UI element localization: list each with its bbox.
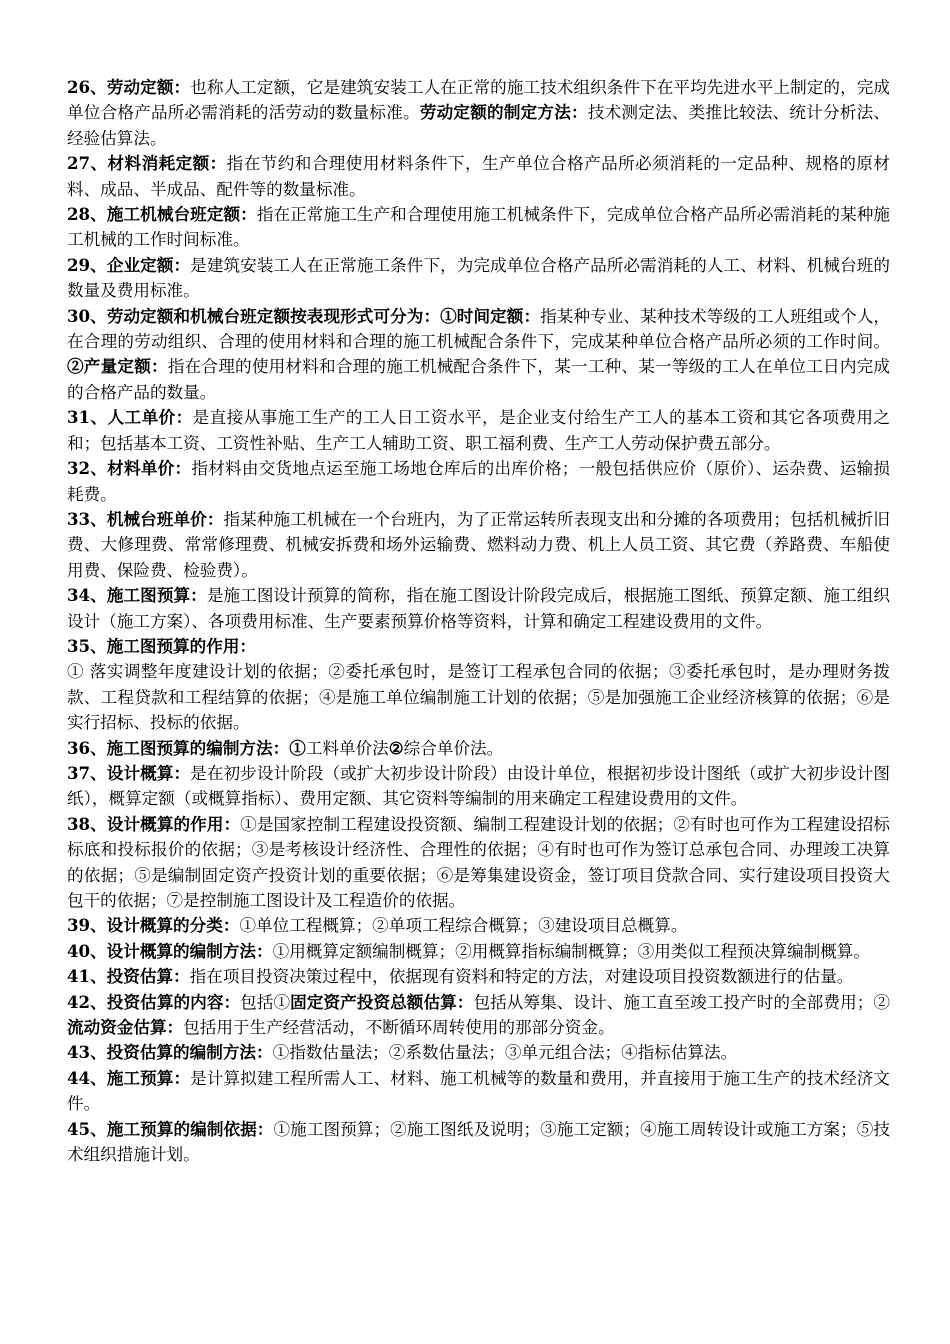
paragraph [67, 583, 890, 634]
body-text: 指在正常施工生产和合理使用施工机械条件下，完成单位合格产品所必需消耗的某种施工机械的工作时间标准。 [67, 205, 890, 250]
bold-term: 27、材料消耗定额： [67, 153, 227, 174]
paragraph [67, 75, 890, 151]
bold-term: 45、施工预算的编制依据： [67, 1118, 274, 1139]
paragraph [67, 507, 890, 583]
bold-term: 38、设计概算的作用： [67, 813, 241, 834]
bold-term: 31、人工单价： [67, 407, 193, 428]
body-text: ①是国家控制工程建设投资额、编制工程建设计划的依据；②有时也可作为工程建设招标标底和投标报价的依据；③是考核设计经济性、合理性的依据；④有时也可作为签订总承包合同、办理竣工决算的依据；⑤是编制固定资产投资计划的重要依据；⑥是筹集建设资金，签订项目贷款合同、实行建设项目投资大包干的依据；⑦是控制施工图设计及工程造价的依据。 [67, 814, 891, 910]
bold-term: ② [388, 737, 404, 758]
bold-term: 44、施工预算： [67, 1067, 191, 1088]
paragraph [67, 405, 890, 456]
bold-term: 劳动定额的制定方法： [419, 102, 588, 123]
bold-term: 33、机械台班单价： [67, 508, 224, 529]
body-text: ① 落实调整年度建设计划的依据；②委托承包时，是签订工程承包合同的依据；③委托承包时，是办理财务拨款、工程贷款和工程结算的依据；④是施工单位编制施工计划的依据；⑤是加强施工企业经济核算的依据；⑥是实行招标、投标的依据。 [67, 662, 890, 733]
body-text: ①施工图预算；②施工图纸及说明；③施工定额；④施工周转设计或施工方案；⑤技术组织措施计划。 [67, 1119, 891, 1165]
bold-term: 29、企业定额： [67, 254, 191, 275]
body-text: 指在节约和合理使用材料条件下，生产单位合格产品所必须消耗的一定品种、规格的原材料、成品、半成品、配件等的数量标准。 [67, 154, 890, 199]
paragraph [67, 939, 890, 964]
paragraph [67, 812, 890, 914]
paragraph [67, 634, 890, 659]
body-text: 包括用于生产经营活动，不断循环周转使用的那部分资金。 [183, 1018, 615, 1038]
paragraph [67, 304, 890, 406]
paragraph [67, 736, 890, 761]
bold-term: 37、设计概算： [67, 762, 191, 783]
bold-term: 36、施工图预算的编制方法：① [67, 737, 306, 758]
body-text: 是计算拟建工程所需人工、材料、施工机械等的数量和费用，并直接用于施工生产的技术经济文件。 [67, 1068, 891, 1114]
bold-term: 35、施工图预算的作用： [67, 635, 257, 656]
paragraph [67, 253, 890, 304]
paragraph [67, 202, 890, 253]
body-text: 指在合理的使用材料和合理的施工机械配合条件下，某一工种、某一等级的工人在单位工日内完成的合格产品的数量。 [67, 357, 891, 402]
body-text: 技术测定法、类推比较法、统计分析法、经验估算法。 [67, 103, 891, 148]
bold-term: 30、劳动定额和机械台班定额按表现形式可分为：①时间定额： [67, 305, 541, 326]
paragraph [67, 659, 890, 735]
body-text: 是在初步设计阶段（或扩大初步设计阶段）由设计单位，根据初步设计图纸（或扩大初步设计图纸），概算定额（或概算指标）、费用定额、其它资料等编制的用来确定工程建设费用的文件。 [67, 763, 891, 809]
body-text: 也称人工定额，它是建筑安装工人在正常的施工技术组织条件下在平均先进水平上制定的，完成单位合格产品所必需消耗的活劳动的数量标准。 [67, 78, 891, 123]
document-body [67, 75, 890, 1167]
paragraph [67, 1040, 890, 1065]
body-text: 指在项目投资决策过程中，依据现有资料和特定的方法，对建设项目投资数额进行的估量。 [189, 967, 854, 987]
body-text: 包括① [240, 992, 291, 1012]
paragraph [67, 1066, 890, 1117]
body-text: 包括从筹集、设计、施工直至竣工投产时的全部费用；② [473, 992, 891, 1012]
paragraph [67, 456, 890, 507]
body-text: 指某种施工机械在一个台班内，为了正常运转所表现支出和分摊的各项费用；包括机械折旧费、大修理费、常常修理费、机械安拆费和场外运输费、燃料动力费、机上人员工资、其它费（养路费、车船使用费、保险费、检验费）。 [67, 509, 890, 580]
bold-term: 39、设计概算的分类： [67, 915, 240, 936]
bold-term: 28、施工机械台班定额： [67, 204, 257, 225]
body-text: ①指数估量法；②系数估量法；③单元组合法；④指标估算法。 [272, 1043, 738, 1063]
bold-term: 26、劳动定额： [67, 77, 191, 97]
body-text: 是施工图设计预算的简称，指在施工图设计阶段完成后，根据施工图纸、预算定额、施工组织设计（施工方案）、各项费用标准、生产要素预算价格等资料，计算和确定工程建设费用的文件。 [67, 586, 891, 631]
body-text: ①用概算定额编制概算；②用概算指标编制概算；③用类似工程预决算编制概算。 [272, 941, 870, 961]
body-text: 综合单价法。 [403, 738, 504, 758]
paragraph [67, 151, 890, 202]
bold-term: 固定资产投资总额估算： [290, 991, 474, 1012]
paragraph [67, 964, 890, 989]
bold-term: 41、投资估算： [67, 966, 190, 987]
body-text: ①单位工程概算；②单项工程综合概算；③建设项目总概算。 [239, 916, 688, 936]
body-text: 工料单价法 [305, 738, 389, 758]
paragraph [67, 761, 890, 812]
body-text: 是建筑安装工人在正常施工条件下，为完成单位合格产品所必需消耗的人工、材料、机械台班的数量及费用标准。 [67, 255, 891, 301]
body-text: 指某种专业、某种技术等级的工人班组或个人，在合理的劳动组织、合理的使用材料和合理的施工机械配合条件下，完成某种单位合格产品所必须的工作时间。 [67, 306, 890, 352]
bold-term: 43、投资估算的编制方法： [67, 1042, 273, 1063]
bold-term: 34、施工图预算： [67, 585, 207, 606]
body-text: 指材料由交货地点运至施工场地仓库后的出库价格；一般包括供应价（原价）、运杂费、运输损耗费。 [67, 459, 891, 504]
bold-term: 42、投资估算的内容： [67, 991, 241, 1012]
paragraph [67, 990, 890, 1041]
paragraph [67, 1117, 890, 1168]
bold-term: 流动资金估算： [67, 1017, 184, 1038]
bold-term: 40、设计概算的编制方法： [67, 940, 273, 961]
bold-term: 32、材料单价： [67, 458, 192, 479]
bold-term: ②产量定额： [67, 356, 168, 377]
paragraph [67, 913, 890, 938]
body-text: 是直接从事施工生产的工人日工资水平，是企业支付给生产工人的基本工资和其它各项费用之和；包括基本工资、工资性补贴、生产工人辅助工资、职工福利费、生产工人劳动保护费五部分。 [67, 408, 891, 453]
